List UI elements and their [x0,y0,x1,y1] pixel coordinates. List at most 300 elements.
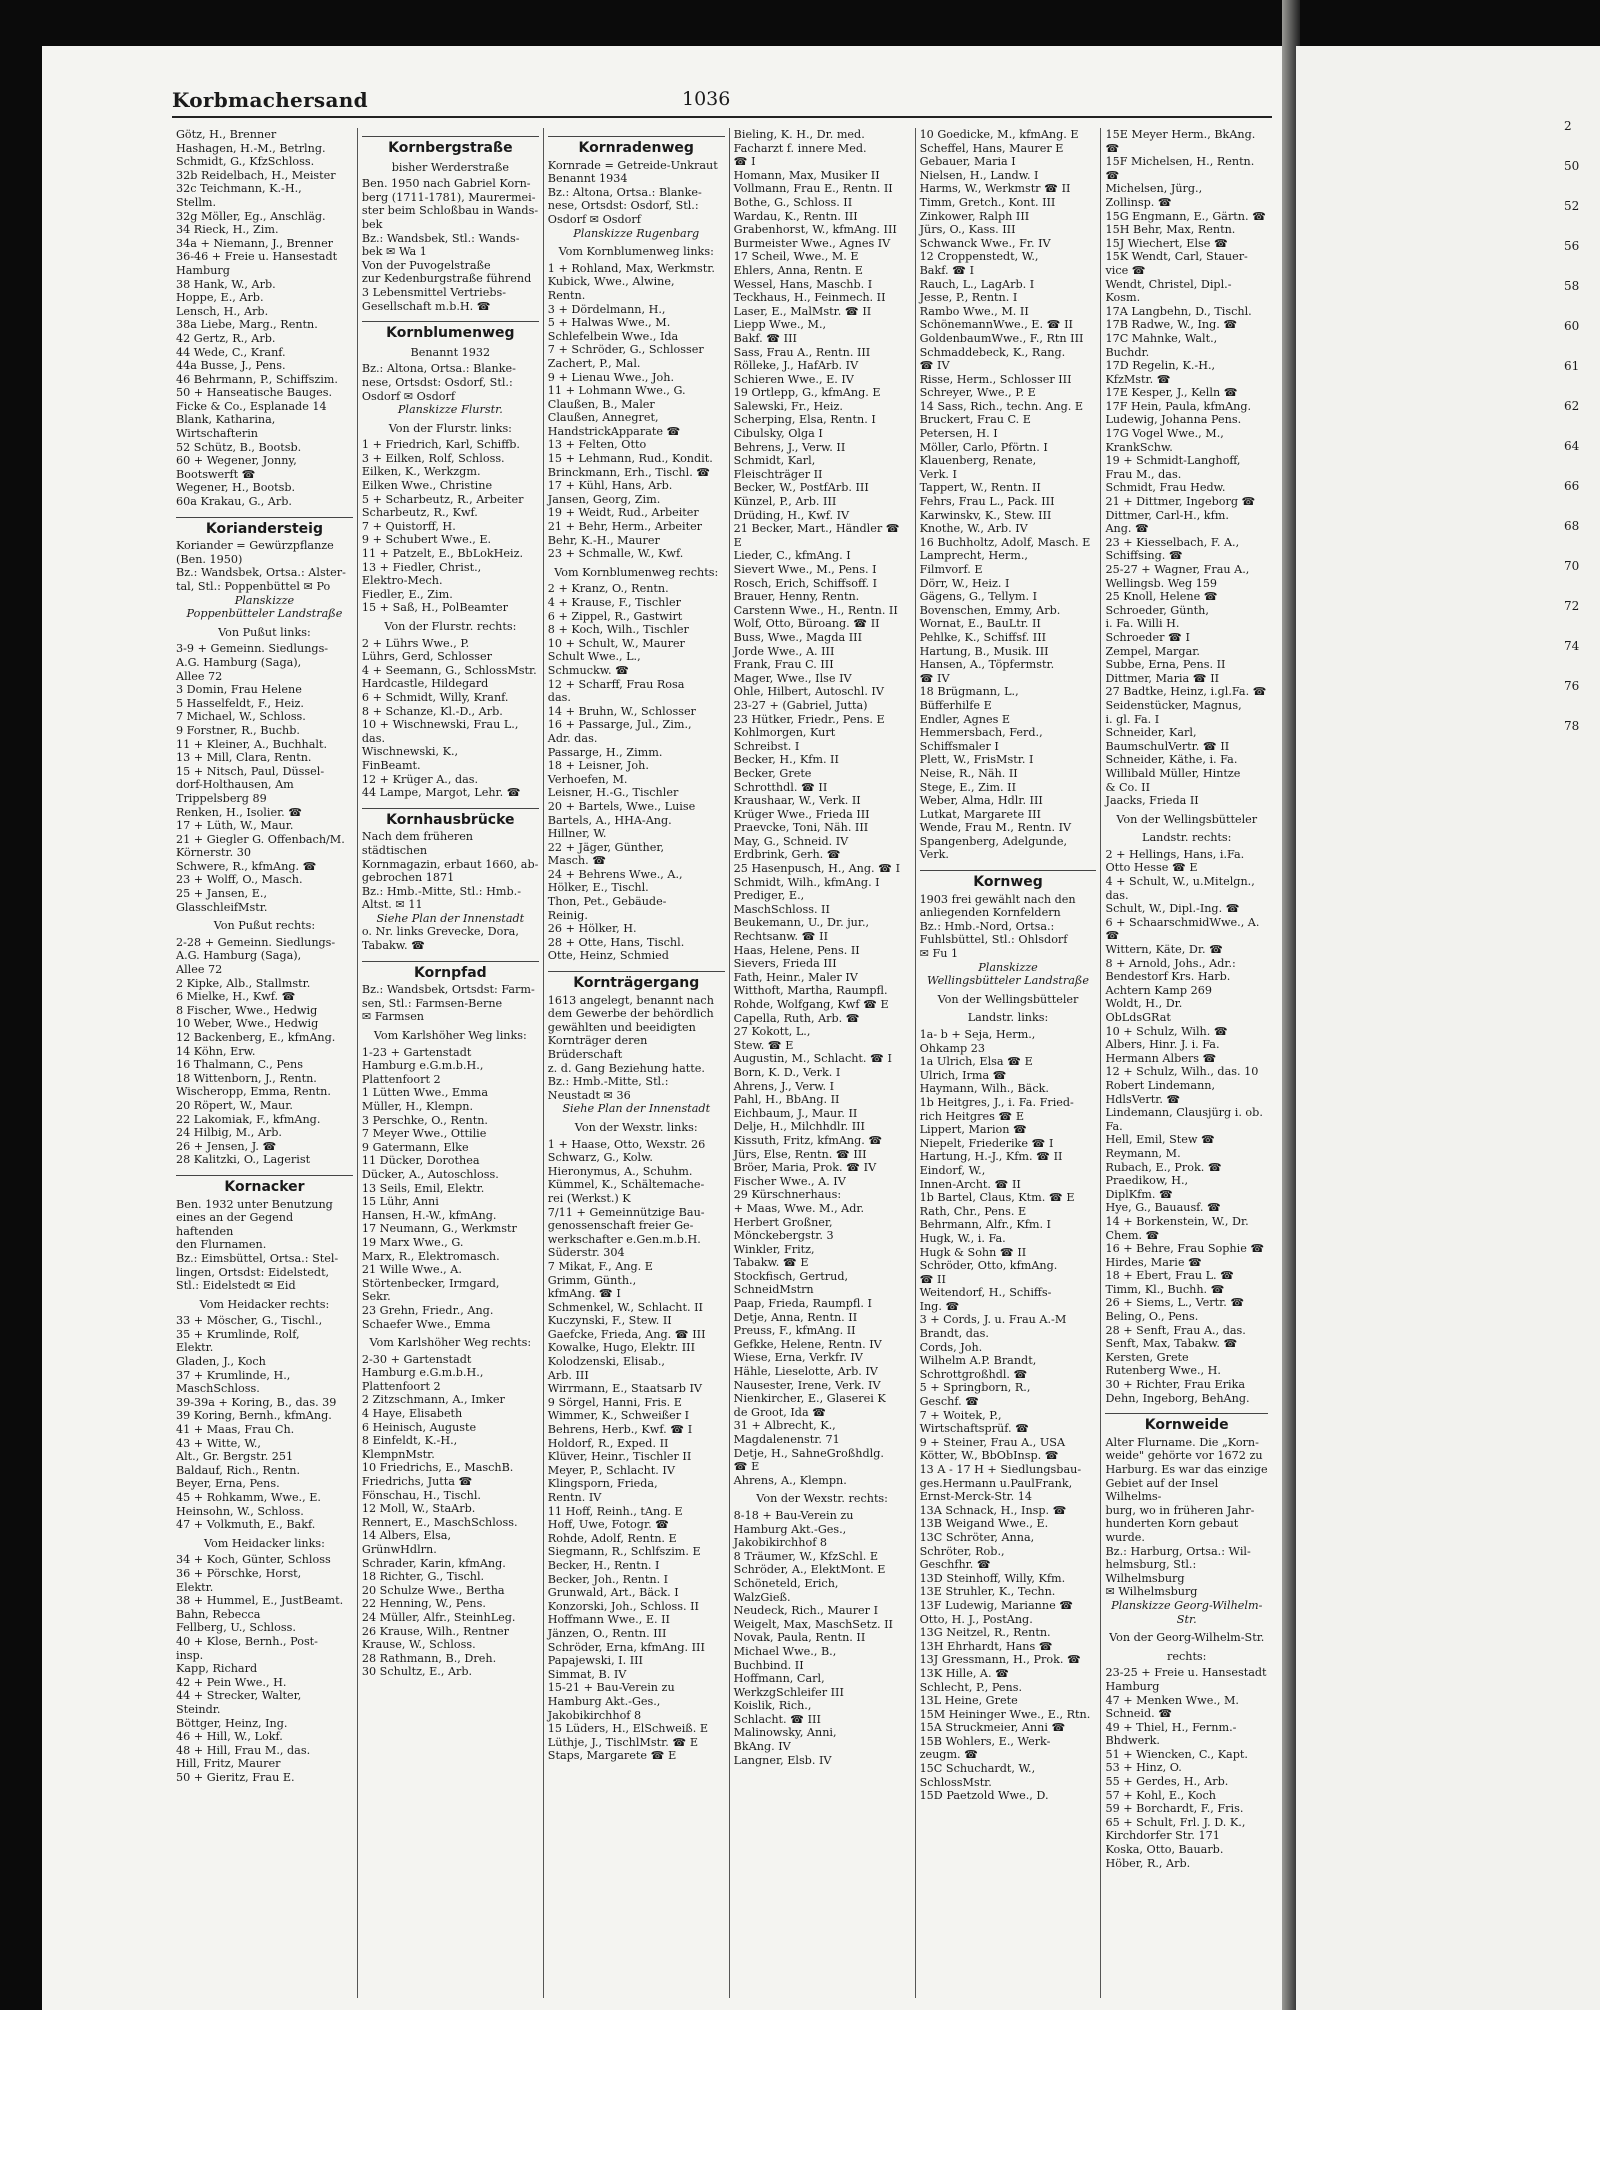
directory-entry: Schreyer, Wwe., P. E [919,386,1036,400]
directory-entry: 26 + Siems, L., Vertr. ☎ [1105,1296,1245,1310]
directory-entry: Trippelsberg 89 [176,791,267,805]
directory-entry: Osdorf ✉ Osdorf [361,389,455,403]
directory-entry: 15H Behr, Max, Rentn. [1105,223,1236,237]
directory-entry: MaschSchloss. II [733,902,830,916]
directory-entry: Hardcastle, Hildegard [361,677,489,691]
directory-entry: nese, Ortsdst: Osdorf, Stl.: [361,375,513,389]
directory-entry: 15 + Lehmann, Rud., Kondit. [547,452,713,466]
directory-entry: Pahl, H., BbAng. II [733,1093,840,1107]
directory-entry: ster beim Schloßbau in Wands- [361,204,539,218]
section-subheading: Von der Wexstr. rechts: [756,1492,888,1506]
section-subheading: Vom Kornblumenweg links: [558,245,714,259]
directory-entry: 47 + Volkmuth, E., Bakf. [176,1518,316,1532]
directory-entry: Witthoft, Martha, Raumpfl. [733,984,888,998]
directory-entry: WerkzgSchleifer III [733,1685,844,1699]
section-subheading: Vom Heidacker links: [203,1536,325,1550]
directory-entry: Liepp Wwe., M., [733,318,827,332]
section-subheading: rechts: [1167,1649,1207,1663]
directory-entry: 13 Seils, Emil, Elektr. [361,1181,485,1195]
directory-entry: Innen-Archt. ☎ II [919,1177,1021,1191]
directory-entry: Hartung, H.-J., Kfm. ☎ II [919,1150,1063,1164]
directory-entry: Hamburg Akt.-Ges., [733,1522,847,1536]
street-heading: Kornacker [176,1175,353,1195]
directory-entry: Hugk & Sohn ☎ II [919,1245,1027,1259]
directory-entry: Rauch, L., LagArb. I [919,277,1035,291]
section-subheading: Benannt 1932 [410,345,491,359]
directory-entry: Von der Puvogelstraße [361,258,491,272]
directory-entry: Detje, Anna, Rentn. II [733,1310,858,1324]
directory-entry: Ang. ☎ [1105,522,1149,536]
directory-entry: Müller, H., Klempn. [361,1100,474,1113]
directory-entry: 20 Röpert, W., Maur. [176,1098,293,1112]
directory-entry: 25-27 + Wagner, Frau A., [1105,563,1250,576]
directory-entry: Rentn. [547,288,586,302]
directory-entry: Fischer Wwe., A. IV [733,1174,846,1188]
section-subheading: Von Pußut rechts: [213,919,316,933]
directory-entry: 2 + Kranz, O., Rentn. [547,582,669,596]
directory-entry: sen, Stl.: Farmsen-Berne [361,996,503,1010]
directory-entry: 13E Struhler, K., Techn. [919,1585,1056,1599]
directory-entry: Petersen, H. I [919,427,998,441]
directory-entry: Wirrmann, E., Staatsarb IV [547,1382,702,1396]
section-subheading: Vom Karlshöher Weg rechts: [369,1336,532,1350]
directory-entry: Gägens, G., Tellym. I [919,590,1038,604]
directory-entry: Novak, Paula, Rentn. II [733,1631,866,1645]
directory-entry: Subbe, Erna, Pens. II [1105,658,1226,672]
directory-entry: Winkler, Fritz, [733,1242,815,1256]
directory-entry: A.G. Hamburg (Saga), [176,949,302,963]
directory-entry: 28 Kalitzki, O., Lagerist [176,1153,311,1167]
directory-entry: 26 + Jensen, J. ☎ [176,1139,277,1153]
directory-entry: Salewski, Fr., Heiz. [733,399,843,413]
directory-entry: Stockfisch, Gertrud, [733,1269,849,1283]
directory-entry: Stl.: Eidelstedt ✉ Eid [176,1279,296,1293]
directory-entry: Verhoefen, M. [547,772,628,786]
directory-entry: 16 + Passarge, Jul., Zim., [547,718,692,732]
directory-entry: 25 + Jansen, E., [176,887,268,901]
directory-entry: ✉ Wilhelmsburg [1105,1585,1198,1599]
directory-entry: 11 Dücker, Dorothea [361,1154,480,1168]
directory-entry: 41 + Maas, Frau Ch. [176,1423,295,1437]
directory-entry: 14 Albers, Elsa, [361,1529,452,1543]
directory-entry: 50 + Gieritz, Frau E. [176,1770,295,1784]
directory-entry: 27 Badtke, Heinz, i.gl.Fa. ☎ [1105,685,1267,699]
directory-entry: 23-25 + Freie u. Hansestadt [1105,1666,1267,1680]
directory-entry: 15 + Nitsch, Paul, Düssel- [176,764,325,778]
directory-entry: 15B Wohlers, E., Werk- [919,1734,1051,1748]
directory-entry: Frank, Frau C. III [733,658,834,672]
directory-entry: Hillner, W. [547,827,607,841]
directory-entry: Fiedler, E., Zim. [361,587,453,601]
directory-entry: Weber, Alma, Hdlr. III [919,794,1043,808]
directory-entry: Höber, R., Arb. [1105,1856,1191,1870]
directory-entry: zeugm. ☎ [919,1748,979,1762]
directory-entry: Hermann Albers ☎ [1105,1051,1217,1065]
directory-entry: Alt., Gr. Bergstr. 251 [176,1450,294,1464]
scan-margin-bottom [0,2010,1600,2177]
directory-entry: Koislik, Rich., [733,1699,812,1713]
directory-entry: 12 Moll, W., StaArb. [361,1502,476,1516]
directory-entry: BkAng. IV [733,1740,791,1754]
edge-number: 72 [1564,599,1580,613]
directory-entry: werkschafter e.Gen.m.b.H. [547,1232,701,1246]
directory-entry: Marx, R., Elektromasch. [361,1249,500,1263]
directory-entry: Passarge, H., Zimm. [547,745,663,759]
directory-entry: 4 Haye, Elisabeth [361,1407,463,1421]
directory-entry: 20 + Bartels, Wwe., Luise [547,799,696,813]
directory-entry: Becker, Joh., Rentn. I [547,1572,669,1586]
directory-entry: 18 Wittenborn, J., Rentn. [176,1071,317,1085]
directory-entry: 5 Hasselfeldt, F., Heiz. [176,696,304,710]
edge-number: 60 [1564,319,1580,333]
directory-entry: Tappert, W., Rentn. II [919,481,1041,495]
directory-entry: BaumschulVertr. ☎ II [1105,739,1230,753]
directory-entry: Zollinsp. ☎ [1105,195,1172,209]
directory-entry: 11 + Lohmann Wwe., G. [547,384,686,398]
directory-entry: Behrmann, Alfr., Kfm. I [919,1218,1051,1232]
directory-entry: 17 Scheil, Wwe., M. E [733,250,859,264]
directory-entry: Kornmagazin, erbaut 1660, ab- [361,857,539,871]
directory-entry: Schiffsmaler I [919,739,999,753]
directory-entry: ObLdsGRat [1105,1011,1171,1024]
directory-entry: 13 A - 17 H + Siedlungsbau- [919,1463,1082,1476]
directory-entry: Verk. I [919,467,957,481]
directory-entry: 33 + Möscher, G., Tischl., [176,1314,323,1328]
directory-entry: 6 + SchaarschmidWwe., A. ☎ [1105,915,1264,943]
directory-entry: 7 Michael, W., Schloss. [176,710,306,724]
directory-entry: 48 + Hill, Frau M., das. [176,1743,311,1757]
directory-entry: Kosm. [1105,291,1141,305]
directory-entry: 27 Kokott, L., [733,1025,811,1039]
map-reference: Siehe Plan der Innenstadt [376,911,525,925]
directory-entry: lingen, Ortsdst: Eidelstedt, [176,1265,330,1279]
directory-entry: Cords, Joh. [919,1340,983,1354]
directory-entry: Kötter, W., BbObInsp. ☎ [919,1449,1059,1463]
directory-entry: Rutenberg Wwe., H. [1105,1364,1221,1378]
directory-entry: Möller, Carlo, Pförtn. I [919,440,1048,454]
directory-entry: Bz.: Altona, Ortsa.: Blanke- [547,185,702,199]
directory-entry: 17D Regelin, K.-H., [1105,359,1216,373]
directory-entry: Schrottgroßhdl. ☎ [919,1367,1028,1381]
directory-entry: Hoppe, E., Arb. [176,291,264,305]
directory-entry: 44 + Strecker, Walter, [176,1689,302,1703]
directory-entry: Becker, H., Kfm. II [733,753,839,767]
directory-entry: Zinkower, Ralph III [919,209,1030,223]
directory-entry: Störtenbecker, Irmgard, [361,1276,500,1290]
directory-entry: 52 Schütz, B., Bootsb. [176,440,302,454]
directory-entry: Schreibst. I [733,739,800,753]
directory-entry: Chem. ☎ [1105,1228,1160,1242]
directory-entry: Claußen, B., Maler [547,397,655,411]
directory-entry: Süderstr. 304 [547,1246,625,1260]
directory-entry: 21 Wille Wwe., A. [361,1263,462,1277]
directory-entry: 13H Ehrhardt, Hans ☎ [919,1639,1053,1653]
directory-entry: Prediger, E., [733,889,805,903]
directory-entry: 4 + Seemann, G., SchlossMstr. [361,663,537,677]
page-title: Korbmachersand [172,88,368,112]
directory-entry: Bz.: Wandsbek, Ortsa.: Alster- [176,566,346,580]
directory-entry: Hansen, A., Töpfermstr. [919,658,1055,672]
directory-entry: Carstenn Wwe., H., Rentn. II [733,603,898,617]
street-heading: Kornblumenweg [362,321,539,341]
edge-number: 62 [1564,399,1580,413]
directory-entry: Eilken, K., Werkzgm. [361,465,481,479]
directory-entry: Magdalenenstr. 71 [733,1433,840,1446]
directory-entry: Beyer, Erna, Pens. [176,1477,280,1491]
directory-entry: Weitendorf, H., Schiffs- [919,1286,1052,1300]
column-5 [916,128,1102,1998]
edge-number: 56 [1564,239,1580,253]
directory-entry: 32g Möller, Eg., Anschläg. [176,209,326,223]
directory-entry: Claußen, Annegret, [547,411,659,425]
directory-entry: Nausester, Irene, Verk. IV [733,1378,881,1392]
directory-entry: 65 + Schult, Frl. J. D. K., [1105,1815,1246,1829]
directory-entry: Scharbeutz, R., Kwf. [361,506,478,520]
directory-entry: Rambo Wwe., M. II [919,304,1029,318]
directory-entry: Bartels, A., HHA-Ang. [547,813,672,827]
directory-entry: 40 + Klose, Bernh., Post- [176,1634,318,1648]
directory-entry: 24 Müller, Alfr., SteinhLeg. [361,1610,516,1624]
directory-entry: 7 + Schröder, G., Schlosser [547,343,704,357]
directory-entry: 6 Heinisch, Auguste [361,1420,477,1434]
directory-entry: Fuhlsbüttel, Stl.: Ohlsdorf [919,933,1068,947]
directory-entry: Schmidt, G., KfzSchloss. [176,155,315,169]
directory-entry: Augustin, M., Schlacht. ☎ I [733,1052,892,1066]
directory-entry: SchönemannWwe., E. ☎ II [919,318,1073,332]
directory-entry: 13C Schröter, Anna, [919,1530,1035,1544]
directory-entry: HandstrickApparate ☎ [547,424,681,438]
directory-entry: Grabenhorst, W., kfmAng. III [733,223,897,237]
directory-entry: Schiffsing. ☎ [1105,549,1183,563]
section-subheading: Vom Karlshöher Weg links: [373,1029,527,1043]
directory-entry: Fellberg, U., Schloss. [176,1621,296,1635]
scan-border-top [0,0,1600,46]
directory-entry: Facharzt f. innere Med. [733,141,867,155]
section-subheading: Von der Flurstr. rechts: [384,620,517,633]
directory-entry: Detje, H., SahneGroßhdlg. [733,1446,884,1460]
directory-entry: 8-18 + Bau-Verein zu [733,1508,854,1522]
directory-entry: Heinsohn, W., Schloss. [176,1504,304,1518]
directory-entry: 35 + Krumlinde, Rolf, [176,1327,300,1341]
directory-entry: 21 + Giegler G. Offenbach/M. [176,832,345,846]
directory-entry: KrankSchw. [1105,440,1173,454]
directory-entry: eines an der Gegend haftenden [176,1211,297,1238]
directory-entry: Ben. 1950 nach Gabriel Korn- [361,177,531,191]
directory-entry: 17E Kesper, J., Kelln ☎ [1105,386,1238,400]
directory-entry: 17 Neumann, G., Werkmstr [361,1222,517,1236]
directory-entry: dem Gewerbe der behördlich [547,1007,714,1021]
directory-entry: Robert Lindemann, [1105,1078,1216,1092]
directory-entry: 12 Croppenstedt, W., [919,250,1039,264]
directory-entry: Dehn, Ingeborg, BehAng. [1105,1391,1250,1405]
directory-entry: Bz.: Hmb.-Mitte, Stl.: Hmb.- [361,884,521,898]
directory-entry: Schlecht, P., Pens. [919,1680,1023,1694]
directory-entry: Fa. [1105,1119,1123,1133]
directory-entry: 15F Michelsen, H., Rentn. ☎ [1105,155,1258,182]
directory-entry: A.G. Hamburg (Saga), [176,655,302,669]
section-subheading: Landstr. links: [967,1011,1049,1025]
column-3 [544,128,730,1998]
directory-entry: Kapp, Richard [176,1662,258,1676]
directory-entry: ☎ E [733,1460,760,1474]
directory-entry: Becker, H., Rentn. I [547,1558,660,1572]
directory-entry: 5 + Springborn, R., [919,1381,1031,1395]
directory-entry: Tabakw. ☎ [361,939,426,953]
directory-entry: Wardau, K., Rentn. III [733,209,858,223]
directory-entry: 1 + Haase, Otto, Wexstr. 26 [547,1137,706,1151]
directory-entry: Hamburg [1105,1679,1160,1693]
directory-entry: Schröder, A., ElektMont. E [733,1563,886,1577]
directory-entry: 15-21 + Bau-Verein zu [547,1681,675,1695]
directory-entry: + Maas, Wwe. M., Adr. [733,1201,865,1215]
street-heading: Kornweg [920,870,1097,890]
directory-entry: 23 + Wolff, O., Masch. [176,873,303,887]
edge-number: 2 [1564,119,1572,133]
directory-entry: Bendestorf Krs. Harb. [1105,970,1231,984]
directory-entry: bek [361,217,383,231]
directory-entry: Verk. [919,848,949,862]
directory-entry: 3 Domin, Frau Helene [176,683,302,697]
directory-entry: 15J Wiechert, Else ☎ [1105,236,1228,250]
directory-entry: Schult, W., Dipl.-Ing. ☎ [1105,902,1240,916]
directory-entry: 16 + Behre, Frau Sophie ☎ [1105,1242,1265,1256]
directory-entry: GrünwHdlrn. [361,1543,437,1556]
directory-entry: 1a- b + Seja, Herm., [919,1028,1036,1041]
directory-entry: 60 + Wegener, Jonny, [176,454,297,468]
directory-entry: Schwarz, G., Kolw. [547,1151,653,1165]
directory-entry: Wilhelm A.P. Brandt, [919,1354,1037,1368]
directory-entry: Risse, Herm., Schlosser III [919,372,1072,386]
directory-entry: Gefkke, Helene, Rentn. IV [733,1337,882,1351]
directory-entry: 26 Krause, Wilh., Rentner [361,1624,509,1638]
directory-entry: Lamprecht, Herm., [919,549,1028,563]
directory-entry: 15 Lühr, Anni [361,1195,439,1209]
directory-entry: Elektr. [176,1341,214,1355]
directory-entry: 12 Backenberg, E., kfmAng. [176,1031,336,1044]
directory-entry: Lührs, Gerd, Schlosser [361,650,493,664]
directory-entry: rei (Werkst.) K [547,1191,631,1205]
directory-entry: 36 + Pörschke, Horst, [176,1566,302,1580]
directory-entry: Schmidt, Frau Hedw. [1105,481,1226,495]
directory-entry: 3 + Dördelmann, H., [547,302,666,316]
directory-entry: Adr. das. [547,731,598,745]
directory-entry: 15 Lüders, H., ElSchweiß. E [547,1722,709,1736]
directory-entry: 15K Wendt, Carl, Stauer- [1105,250,1248,264]
street-heading: Kornträgergang [548,971,725,991]
directory-entry: 21 Becker, Mart., Händler ☎ E [733,522,904,549]
directory-entry: Kraushaar, W., Verk. II [733,794,861,808]
directory-entry: bek ✉ Wa 1 [361,245,427,259]
directory-entry: de Groot, Ida ☎ [733,1405,827,1419]
directory-entry: Willibald Müller, Hintze [1105,766,1241,780]
directory-entry: 25 Knoll, Helene ☎ [1105,590,1218,604]
directory-entry: Rohde, Adolf, Rentn. E [547,1531,677,1545]
directory-entry: Plattenfoort 2 [361,1072,441,1086]
directory-entry: Ohle, Hilbert, Autoschl. IV [733,685,884,699]
directory-entry: Rennert, E., MaschSchloss. [361,1515,518,1529]
directory-entry: genossenschaft freier Ge- [547,1219,694,1233]
directory-entry: 51 + Wiencken, C., Kapt. [1105,1747,1248,1761]
edge-number: 70 [1564,559,1580,573]
directory-entry: zur Kedenburgstraße führend [361,272,532,286]
directory-entry: Renken, H., Isolier. ☎ [176,805,303,819]
directory-entry: Timm, Gretch., Kont. III [919,195,1056,209]
directory-entry: Eichbaum, J., Maur. II [733,1106,858,1120]
directory-entry: Schroeder ☎ I [1105,630,1190,644]
directory-entry: 42 Gertz, R., Arb. [176,331,276,345]
directory-entry: Wendt, Christel, Dipl.- [1105,277,1232,291]
directory-entry: Bahn, Rebecca [176,1607,261,1621]
directory-entry: 31 + Albrecht, K., [733,1419,836,1433]
directory-entry: rich Heitgres ☎ E [919,1109,1025,1123]
directory-entry: Koriander = Gewürzpflanze [176,539,334,553]
directory-entry: 39 Koring, Bernh., kfmAng. [176,1409,332,1423]
directory-entry: 46 + Hill, W., Lokf. [176,1730,283,1744]
directory-entry: Rubach, E., Prok. ☎ [1105,1160,1222,1174]
directory-entry: Capella, Ruth, Arb. ☎ [733,1011,860,1025]
directory-entry: 10 + Wischnewski, Frau L., [361,718,519,732]
directory-entry: 1 + Rohland, Max, Werkmstr. [547,261,715,275]
directory-entry: 22 Henning, W., Pens. [361,1597,486,1611]
directory-entry: Fath, Heinr., Maler IV [733,970,858,984]
directory-entry: Schwanck Wwe., Fr. IV [919,236,1051,250]
directory-entry: Ernst-Merck-Str. 14 [919,1490,1032,1504]
directory-entry: 49 + Thiel, H., Fernm.- [1105,1720,1237,1734]
street-heading: Koriandersteig [176,517,353,537]
street-heading: Kornhausbrücke [362,808,539,828]
directory-entry: insp. [176,1648,204,1662]
directory-entry: Lensch, H., Arb. [176,304,269,318]
map-reference: Siehe Plan der Innenstadt [562,1102,711,1116]
directory-entry: Sievert Wwe., M., Pens. I [733,563,877,576]
directory-entry: i. Fa. Willi H. [1105,617,1180,631]
directory-entry: Geschf. ☎ [919,1395,980,1409]
directory-entry: DiplKfm. ☎ [1105,1187,1173,1201]
directory-entry: Hye, G., Bauausf. ☎ [1105,1201,1221,1215]
directory-entry: 34 Rieck, H., Zim. [176,223,279,237]
directory-entry: 1613 angelegt, benannt nach [547,993,714,1007]
directory-entry: gebrochen 1871 [361,871,455,885]
directory-entry: Ludewig, Johanna Pens. [1105,413,1242,427]
directory-entry: 4 + Schult, W., u.Mitelgn., das. [1105,875,1259,902]
directory-entry: 17 + Lüth, W., Maur. [176,819,294,833]
directory-entry: Hartung, B., Musik. III [919,644,1049,658]
directory-entry: Klingsporn, Frieda, [547,1477,658,1491]
directory-entry: 17G Vogel Wwe., M., [1105,427,1224,441]
directory-entry: Masch. ☎ [547,854,607,868]
directory-entry: Cibulsky, Olga I [733,427,823,441]
directory-entry: 28 + Senft, Frau A., das. [1105,1323,1246,1337]
directory-entry: Schöneteld, Erich, [733,1576,839,1590]
directory-entry: Paap, Frieda, Raumpfl. I [733,1297,872,1311]
directory-entry: 4 + Krause, F., Tischler [547,596,681,609]
directory-entry: 15E Meyer Herm., BkAng. ☎ [1105,128,1259,155]
directory-entry: Jorde Wwe., A. III [733,644,835,658]
map-reference: Wellingsbütteler Landstraße [927,974,1089,988]
directory-entry: Stege, E., Zim. II [919,780,1016,794]
directory-entry: Buchbind. II [733,1658,804,1672]
directory-entry: 24 + Behrens Wwe., A., [547,867,683,881]
directory-entry: Beling, O., Pens. [1105,1310,1199,1324]
directory-entry: 38 + Hummel, E., JustBeamt. [176,1594,344,1608]
directory-entry: Büfferhilfe E [919,698,992,712]
directory-entry: Wischnewski, K., [361,745,459,759]
directory-entry: 21 + Behr, Herm., Arbeiter [547,520,703,534]
directory-entry: Allee 72 [176,963,223,977]
directory-entry: 10 + Schulz, Wilh. ☎ [1105,1024,1228,1038]
directory-entry: tal, Stl.: Poppenbüttel ✉ Po [176,580,331,593]
directory-entry: Friedrichs, Jutta ☎ [361,1475,473,1489]
